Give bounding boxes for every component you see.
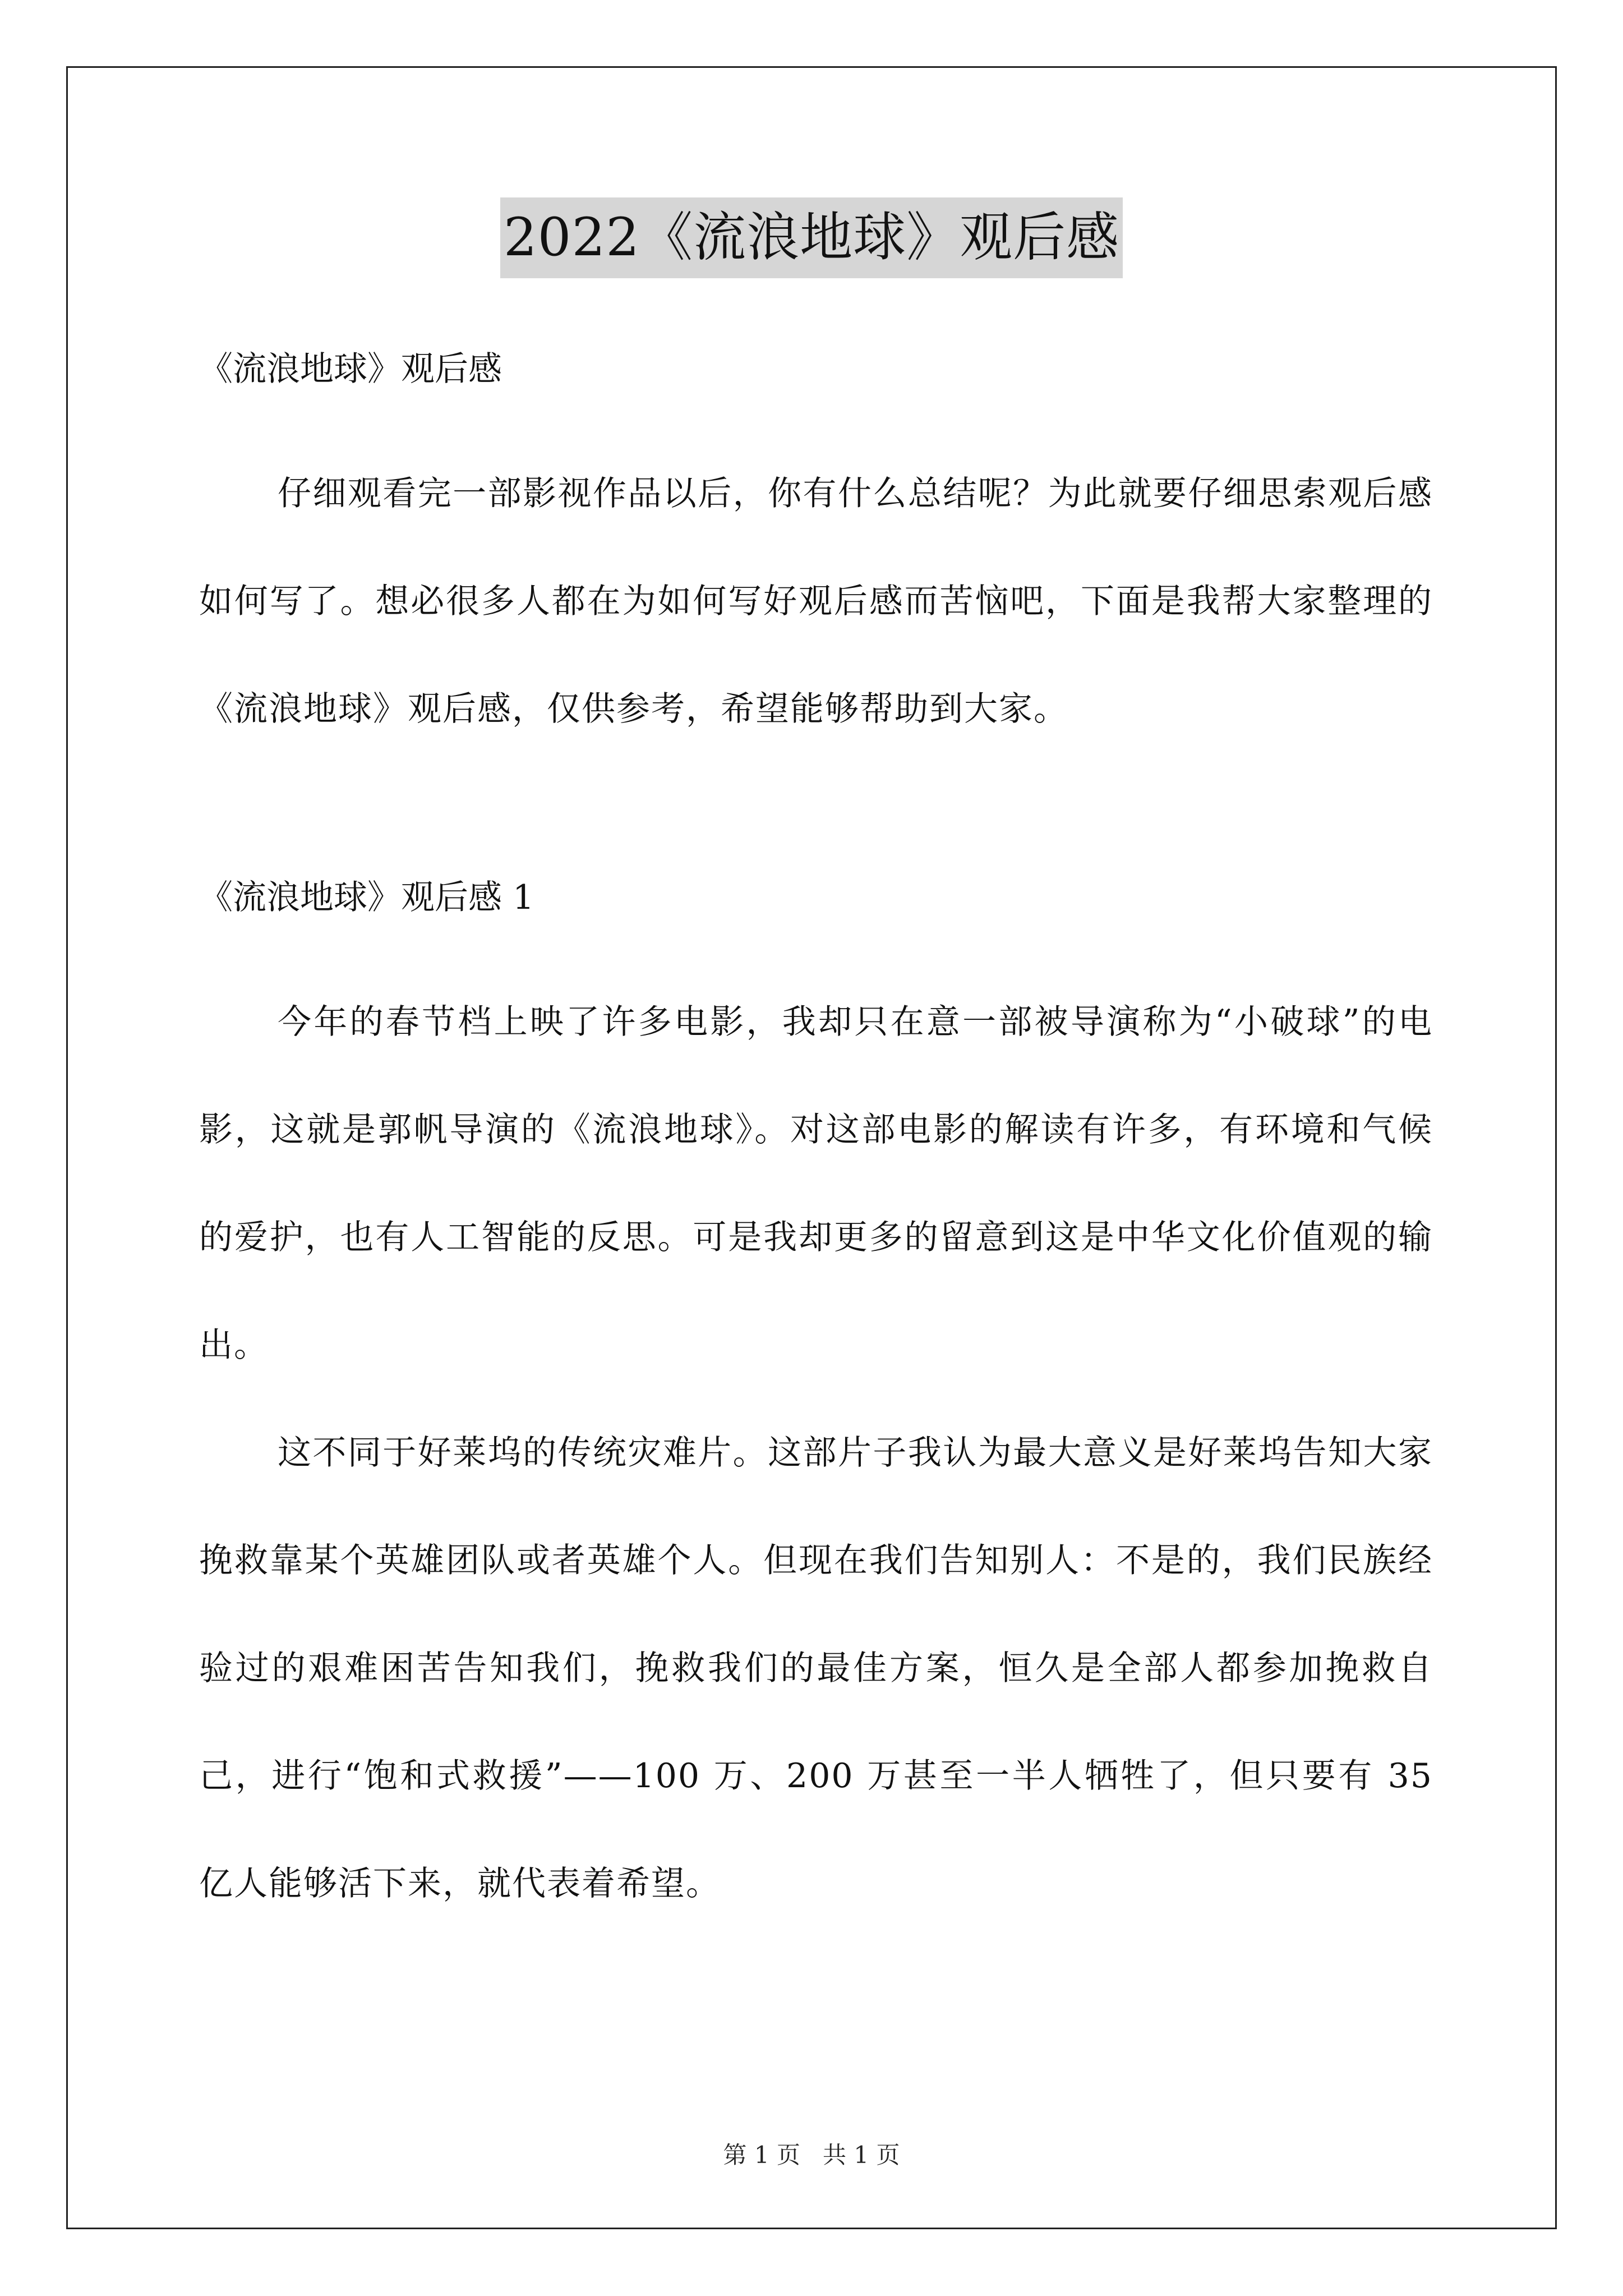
intro-paragraph: 仔细观看完一部影视作品以后，你有什么总结呢？为此就要仔细思索观后感如何写了。想必很多人都在为如何写好观后感而苦恼吧，下面是我帮大家整理的《流浪地球》观后感，仅供参考，希望能够帮助到大家。 [199, 474, 1433, 729]
body-paragraph-2: 这不同于好莱坞的传统灾难片。这部片子我认为最大意义是好莱坞告知大家挽救靠某个英雄团队或者英雄个人。但现在我们告知别人：不是的，我们民族经验过的艰难困苦告知我们，挽救我们的最佳方案，恒久是全部人都参加挽救自己，进行“饱和式救援”——100 万、200 万甚至一半人牺牲了，但只要有 35 亿人能够活下来，就代表着希望。 [199, 1433, 1433, 1903]
body-paragraph-1: 今年的春节档上映了许多电影，我却只在意一部被导演称为“小破球”的电影，这就是郭帆导演的《流浪地球》。对这部电影的解读有许多，有环境和气候的爱护，也有人工智能的反思。可是我却更多的留意到这是中华文化价值观的输出。 [199, 1002, 1433, 1365]
document-title: 2022《流浪地球》观后感 [500, 197, 1123, 278]
document-body [199, 342, 1433, 1938]
title-container [0, 197, 1623, 278]
page-footer: 第 1 页 共 1 页 [723, 2141, 900, 2169]
section-heading: 《流浪地球》观后感 1 [199, 878, 534, 917]
subtitle-heading: 《流浪地球》观后感 [199, 349, 502, 389]
